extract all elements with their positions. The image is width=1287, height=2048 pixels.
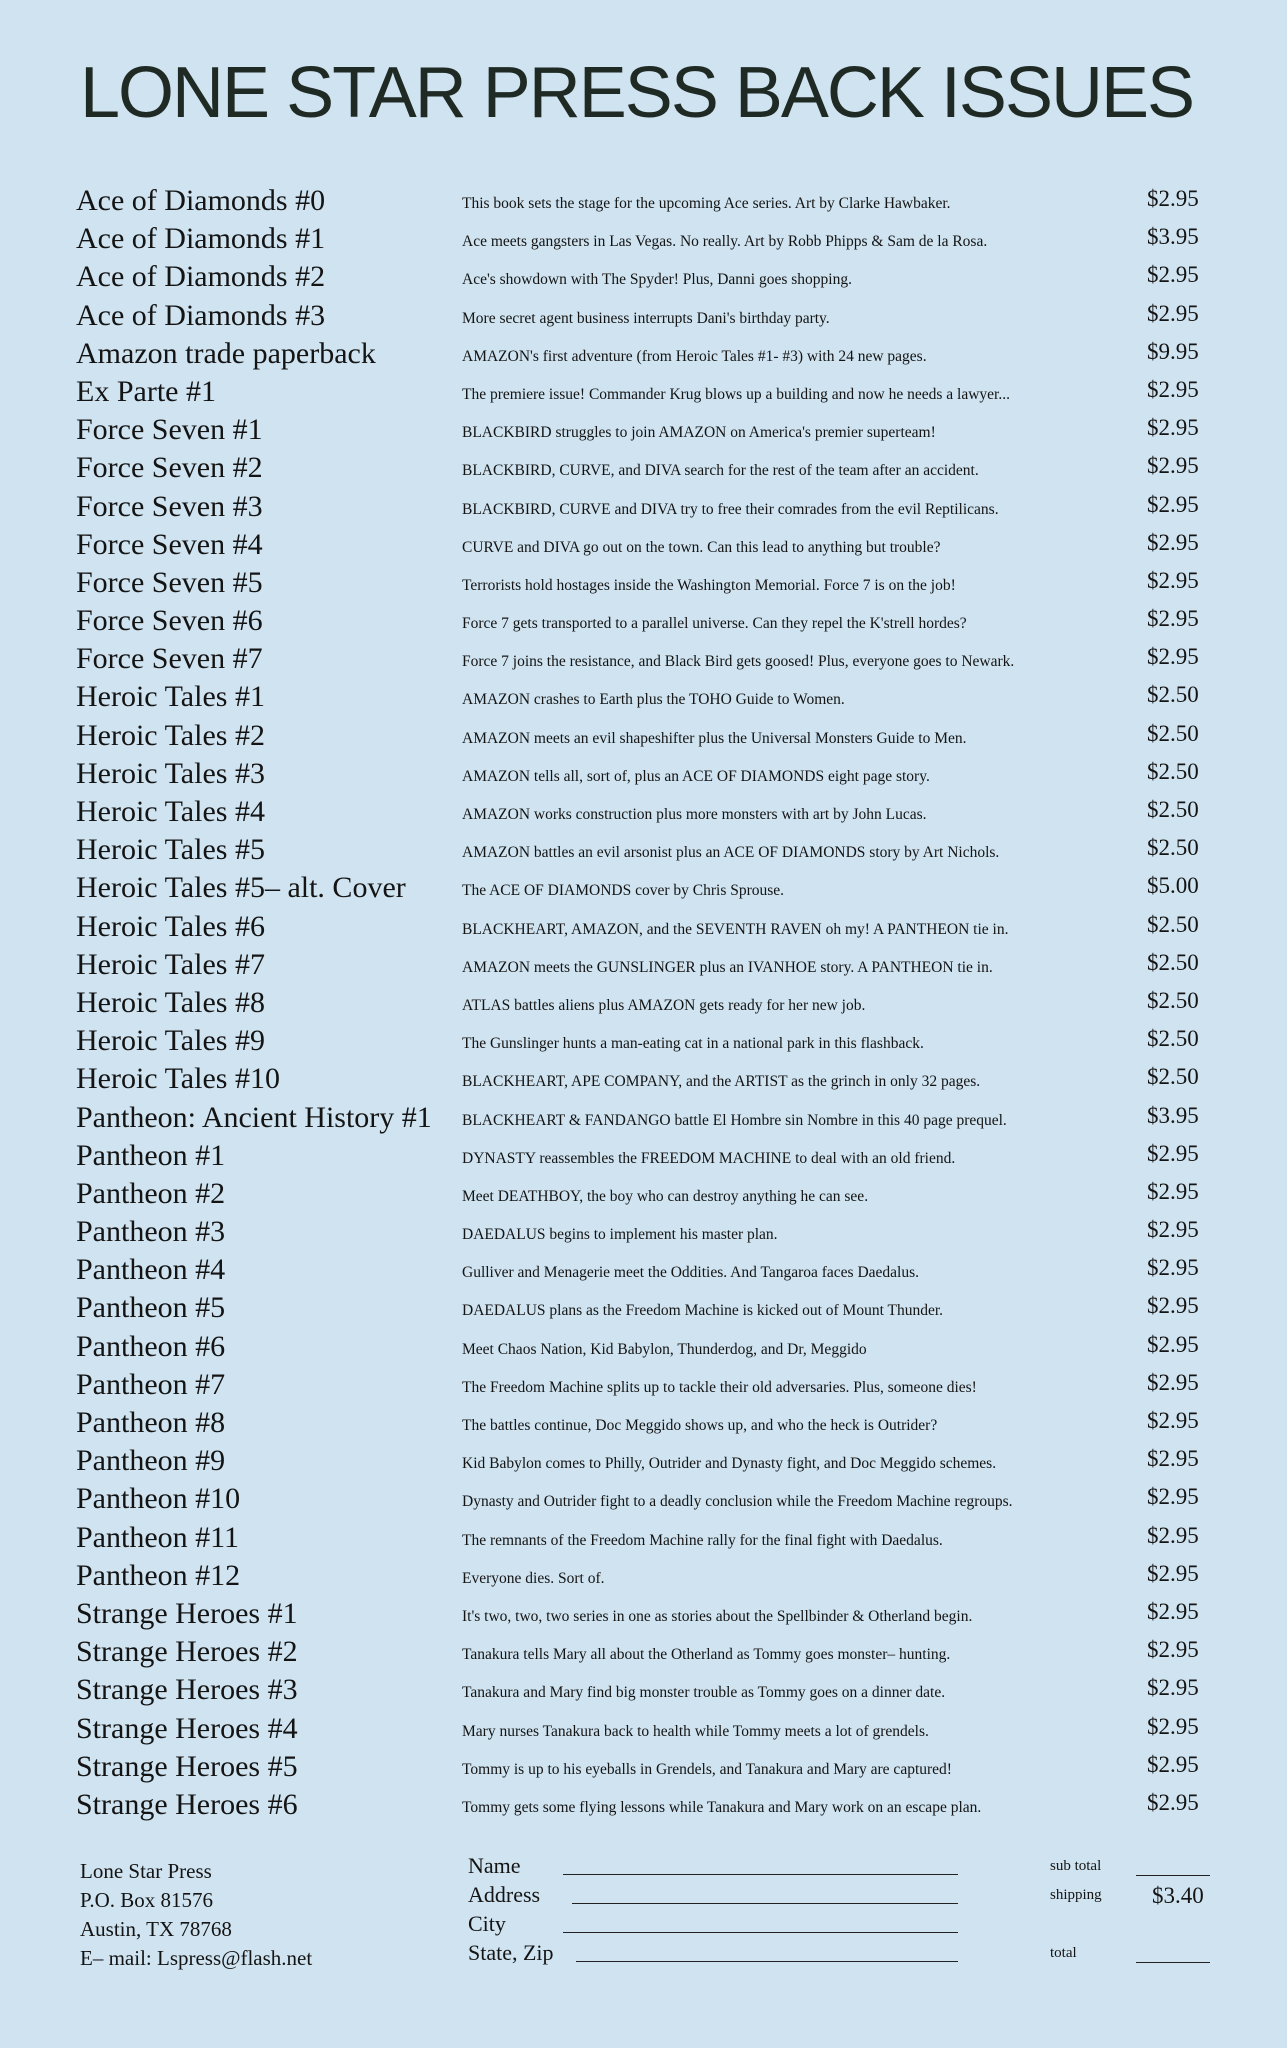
issue-price: $2.95 [1147,1255,1199,1281]
page-title: LONE STAR PRESS BACK ISSUES [80,53,1194,133]
issue-row [0,1593,1287,1631]
issue-price: $2.50 [1147,758,1199,784]
issue-title: Strange Heroes #5 [76,1749,298,1783]
issue-title: Pantheon #1 [76,1138,226,1172]
issue-price: $2.95 [1147,1369,1199,1395]
issue-description: Tommy is up to his eyeballs in Grendels, and Tanakura and Mary are captured! [462,1760,952,1778]
issue-description: Force 7 gets transported to a parallel universe. Can they repel the K'strell hordes? [462,615,967,633]
issue-price: $2.95 [1147,1598,1199,1624]
issue-description: This book sets the stage for the upcoming Ace series. Art by Clarke Hawbaker. [462,195,951,212]
issue-price: $2.50 [1147,1026,1199,1052]
issue-price: $2.95 [1147,1522,1199,1548]
issue-row [0,829,1287,867]
issue-title: Heroic Tales #7 [76,947,265,981]
total-label: total [1050,1945,1077,1961]
name-label: Name [468,1853,521,1878]
address-line-city: Austin, TX 78768 [80,1917,232,1941]
issue-description: AMAZON meets an evil shapeshifter plus the Universal Monsters Guide to Men. [462,729,967,747]
issue-title: Pantheon: Ancient History #1 [76,1100,432,1134]
issue-title: Pantheon #8 [76,1406,226,1439]
issue-title: Force Seven #3 [76,489,263,523]
address-field-line[interactable] [572,1903,958,1904]
issue-price: $2.95 [1147,1675,1199,1701]
issue-title: Heroic Tales #8 [76,985,265,1019]
issue-title: Pantheon #11 [76,1520,240,1554]
issue-price: $2.95 [1147,1446,1199,1472]
issue-description: BLACKBIRD, CURVE and DIVA try to free their comrades from the evil Reptilicans. [462,500,999,518]
shipping-value: $3.40 [1152,1883,1204,1908]
issue-title: Pantheon #3 [76,1215,226,1249]
issue-description: AMAZON's first adventure (from Heroic Tales #1- #3) with 24 new pages. [462,347,927,365]
issue-description: Gulliver and Menagerie meet the Oddities. And Tangaroa faces Daedalus. [462,1264,920,1282]
issue-title: Ex Parte #1 [76,374,216,408]
issue-title: Strange Heroes #2 [76,1635,298,1669]
issue-price: $2.95 [1147,1789,1199,1815]
issue-price: $2.50 [1147,720,1199,746]
issue-title: Strange Heroes #6 [76,1787,298,1821]
issue-row [0,1784,1287,1822]
issue-row [0,218,1287,256]
issue-price: $2.95 [1147,1217,1199,1243]
issue-price: $2.95 [1147,1751,1199,1777]
issue-description: DAEDALUS plans as the Freedom Machine is kicked out of Mount Thunder. [462,1302,943,1320]
subtotal-field-line[interactable] [1136,1875,1210,1876]
issue-description: Ace's showdown with The Spyder! Plus, Danni goes shopping. [462,271,852,289]
issue-title: Heroic Tales #3 [76,756,265,790]
issue-title: Pantheon #4 [76,1253,226,1287]
issue-price: $2.95 [1147,186,1199,211]
issue-description: BLACKBIRD, CURVE, and DIVA search for the rest of the team after an accident. [462,462,979,480]
issue-title: Heroic Tales #2 [76,718,265,752]
issue-price: $2.95 [1147,376,1199,402]
issue-row [0,1326,1287,1364]
issue-price: $2.95 [1147,606,1199,632]
issue-price: $9.95 [1147,338,1199,364]
issue-price: $2.95 [1147,491,1199,517]
issue-row [0,180,1287,218]
issue-title: Amazon trade paperback [76,336,376,370]
issue-price: $3.95 [1147,1102,1199,1128]
issue-description: DAEDALUS begins to implement his master plan. [462,1226,778,1244]
issue-row [0,1555,1287,1593]
issue-price: $2.95 [1147,1560,1199,1586]
issue-description: Terrorists hold hostages inside the Washington Memorial. Force 7 is on the job! [462,576,956,594]
issue-price: $2.50 [1147,911,1199,937]
issue-title: Force Seven #6 [76,604,263,638]
issue-row [0,1020,1287,1058]
issue-price: $2.50 [1147,682,1199,708]
subtotal-label: sub total [1050,1858,1102,1874]
issue-description: Force 7 joins the resistance, and Black Bird gets goosed! Plus, everyone goes to Newark. [462,653,1015,671]
issue-title: Pantheon #2 [76,1176,226,1210]
issue-price: $2.50 [1147,835,1199,861]
issue-title: Pantheon #10 [76,1482,241,1516]
issue-row [0,1402,1287,1440]
issue-price: $2.95 [1147,644,1199,670]
issue-row [0,486,1287,524]
issue-row [0,409,1287,447]
issue-row [0,715,1287,753]
issue-title: Heroic Tales #6 [76,909,265,943]
issue-description: Meet Chaos Nation, Kid Babylon, Thunderdog, and Dr, Meggido [462,1340,867,1358]
issue-row [0,982,1287,1020]
issue-price: $2.95 [1147,1140,1199,1166]
issue-price: $2.50 [1147,987,1199,1013]
issue-title: Strange Heroes #3 [76,1673,298,1707]
issue-row [0,1135,1287,1173]
address-line-company: Lone Star Press [80,1859,212,1883]
issue-price: $2.95 [1147,262,1199,288]
issue-description: AMAZON works construction plus more monsters with art by John Lucas. [462,806,927,823]
shipping-label: shipping [1050,1887,1102,1903]
issue-description: AMAZON tells all, sort of, plus an ACE OF DIAMONDS eight page story. [462,767,930,785]
issue-price: $2.95 [1147,1408,1199,1433]
issue-description: Meet DEATHBOY, the boy who can destroy anything he can see. [462,1187,869,1205]
issue-row [0,524,1287,562]
issue-description: DYNASTY reassembles the FREEDOM MACHINE to deal with an old friend. [462,1149,956,1167]
issue-row [0,600,1287,638]
issue-title: Strange Heroes #4 [76,1711,298,1745]
issue-description: BLACKHEART, APE COMPANY, and the ARTIST as the grinch in only 32 pages. [462,1073,981,1091]
issue-title: Strange Heroes #1 [76,1596,298,1630]
issue-row [0,753,1287,791]
issue-price: $3.95 [1147,224,1199,250]
issue-title: Pantheon #6 [76,1329,226,1363]
issue-description: The premiere issue! Commander Krug blows up a building and now he needs a lawyer... [462,385,1010,403]
issue-description: AMAZON battles an evil arsonist plus an ACE OF DIAMONDS story by Art Nichols. [462,844,1000,862]
address-label: Address [468,1882,541,1907]
issue-title: Pantheon #12 [76,1558,241,1592]
issue-list [0,180,1287,1822]
issue-row [0,333,1287,371]
issue-description: ATLAS battles aliens plus AMAZON gets ready for her new job. [462,996,866,1014]
issue-price: $2.50 [1147,1064,1199,1090]
issue-row [0,1173,1287,1211]
issue-description: Everyone dies. Sort of. [462,1569,605,1587]
issue-description: It's two, two, two series in one as stories about the Spellbinder & Otherland begin. [462,1607,973,1625]
issue-row [0,1708,1287,1746]
issue-title: Ace of Diamonds #3 [76,298,326,332]
order-footer [0,1845,1287,1985]
issue-title: Heroic Tales #4 [76,795,265,828]
issue-title: Heroic Tales #5– alt. Cover [76,871,406,905]
issue-title: Ace of Diamonds #2 [76,260,326,294]
issue-title: Force Seven #2 [76,451,263,485]
issue-price: $2.50 [1147,797,1199,822]
issue-row [0,1097,1287,1135]
issue-description: The battles continue, Doc Meggido shows up, and who the heck is Outrider? [462,1417,938,1434]
issue-description: Tanakura tells Mary all about the Otherland as Tommy goes monster– hunting. [462,1646,951,1664]
issue-title: Pantheon #9 [76,1444,226,1478]
issue-price: $2.95 [1147,1331,1199,1357]
issue-description: Kid Babylon comes to Philly, Outrider and Dynasty fight, and Doc Meggido schemes. [462,1455,997,1473]
issue-row [0,1669,1287,1707]
issue-row [0,906,1287,944]
issue-description: The Freedom Machine splits up to tackle their old adversaries. Plus, someone dies! [462,1378,977,1396]
issue-description: BLACKHEART, AMAZON, and the SEVENTH RAVEN oh my! A PANTHEON tie in. [462,920,1009,938]
city-label: City [468,1911,506,1936]
issue-title: Force Seven #7 [76,642,263,676]
total-field-line[interactable] [1136,1962,1210,1963]
issue-row [0,1440,1287,1478]
issue-row [0,562,1287,600]
issue-title: Heroic Tales #9 [76,1024,265,1058]
issue-price: $2.95 [1147,415,1199,441]
issue-row [0,256,1287,294]
issue-row [0,1478,1287,1516]
state-zip-label: State, Zip [468,1940,554,1965]
issue-description: Ace meets gangsters in Las Vegas. No really. Art by Robb Phipps & Sam de la Rosa. [462,233,988,251]
name-field-line[interactable] [563,1874,958,1875]
issue-description: BLACKBIRD struggles to join AMAZON on America's premier superteam! [462,424,936,442]
issue-description: Tommy gets some flying lessons while Tanakura and Mary work on an escape plan. [462,1798,982,1816]
issue-description: The remnants of the Freedom Machine rally for the final fight with Daedalus. [462,1531,943,1549]
issue-row [0,295,1287,333]
issue-price: $2.95 [1147,529,1199,555]
issue-title: Force Seven #1 [76,413,263,447]
issue-title: Ace of Diamonds #1 [76,222,326,256]
issue-row [0,1287,1287,1325]
issue-title: Heroic Tales #10 [76,1062,280,1096]
issue-title: Ace of Diamonds #0 [76,184,326,217]
issue-row [0,676,1287,714]
issue-description: CURVE and DIVA go out on the town. Can this lead to anything but trouble? [462,538,941,556]
state-zip-field-line[interactable] [576,1961,958,1962]
issue-description: Tanakura and Mary find big monster trouble as Tommy goes on a dinner date. [462,1684,946,1702]
issue-row [0,1631,1287,1669]
issue-row [0,371,1287,409]
issue-price: $2.95 [1147,300,1199,326]
issue-description: The Gunslinger hunts a man-eating cat in a national park in this flashback. [462,1035,924,1053]
issue-price: $2.95 [1147,1484,1199,1510]
address-line-email: E– mail: Lspress@flash.net [80,1946,313,1970]
issue-row [0,1364,1287,1402]
issue-description: AMAZON crashes to Earth plus the TOHO Guide to Women. [462,691,845,709]
issue-row [0,1517,1287,1555]
issue-price: $2.95 [1147,1293,1199,1319]
issue-title: Heroic Tales #1 [76,680,265,714]
issue-price: $2.50 [1147,949,1199,975]
issue-row [0,944,1287,982]
issue-description: Mary nurses Tanakura back to health while Tommy meets a lot of grendels. [462,1722,929,1740]
city-field-line[interactable] [563,1932,958,1933]
issue-row [0,1746,1287,1784]
issue-row [0,1211,1287,1249]
issue-title: Force Seven #4 [76,527,263,561]
issue-row [0,447,1287,485]
issue-row [0,867,1287,905]
issue-row [0,1249,1287,1287]
issue-description: The ACE OF DIAMONDS cover by Chris Sprouse. [462,882,785,900]
issue-price: $2.95 [1147,1713,1199,1739]
issue-title: Pantheon #5 [76,1291,226,1325]
issue-price: $2.95 [1147,1178,1199,1204]
issue-row [0,638,1287,676]
issue-description: AMAZON meets the GUNSLINGER plus an IVANHOE story. A PANTHEON tie in. [462,958,993,976]
issue-description: BLACKHEART & FANDANGO battle El Hombre sin Nombre in this 40 page prequel. [462,1111,1007,1129]
issue-title: Force Seven #5 [76,565,263,599]
issue-description: Dynasty and Outrider fight to a deadly conclusion while the Freedom Machine regroups. [462,1493,1013,1511]
publisher-address [80,1857,312,1973]
issue-price: $2.95 [1147,567,1199,593]
address-line-po-box: P.O. Box 81576 [80,1888,214,1912]
issue-description: More secret agent business interrupts Dani's birthday party. [462,309,830,327]
issue-row [0,1058,1287,1096]
issue-row [0,791,1287,829]
issue-price: $5.00 [1147,873,1199,899]
issue-title: Pantheon #7 [76,1367,226,1401]
issue-title: Heroic Tales #5 [76,833,265,867]
issue-price: $2.95 [1147,1637,1199,1663]
issue-price: $2.95 [1147,453,1199,479]
